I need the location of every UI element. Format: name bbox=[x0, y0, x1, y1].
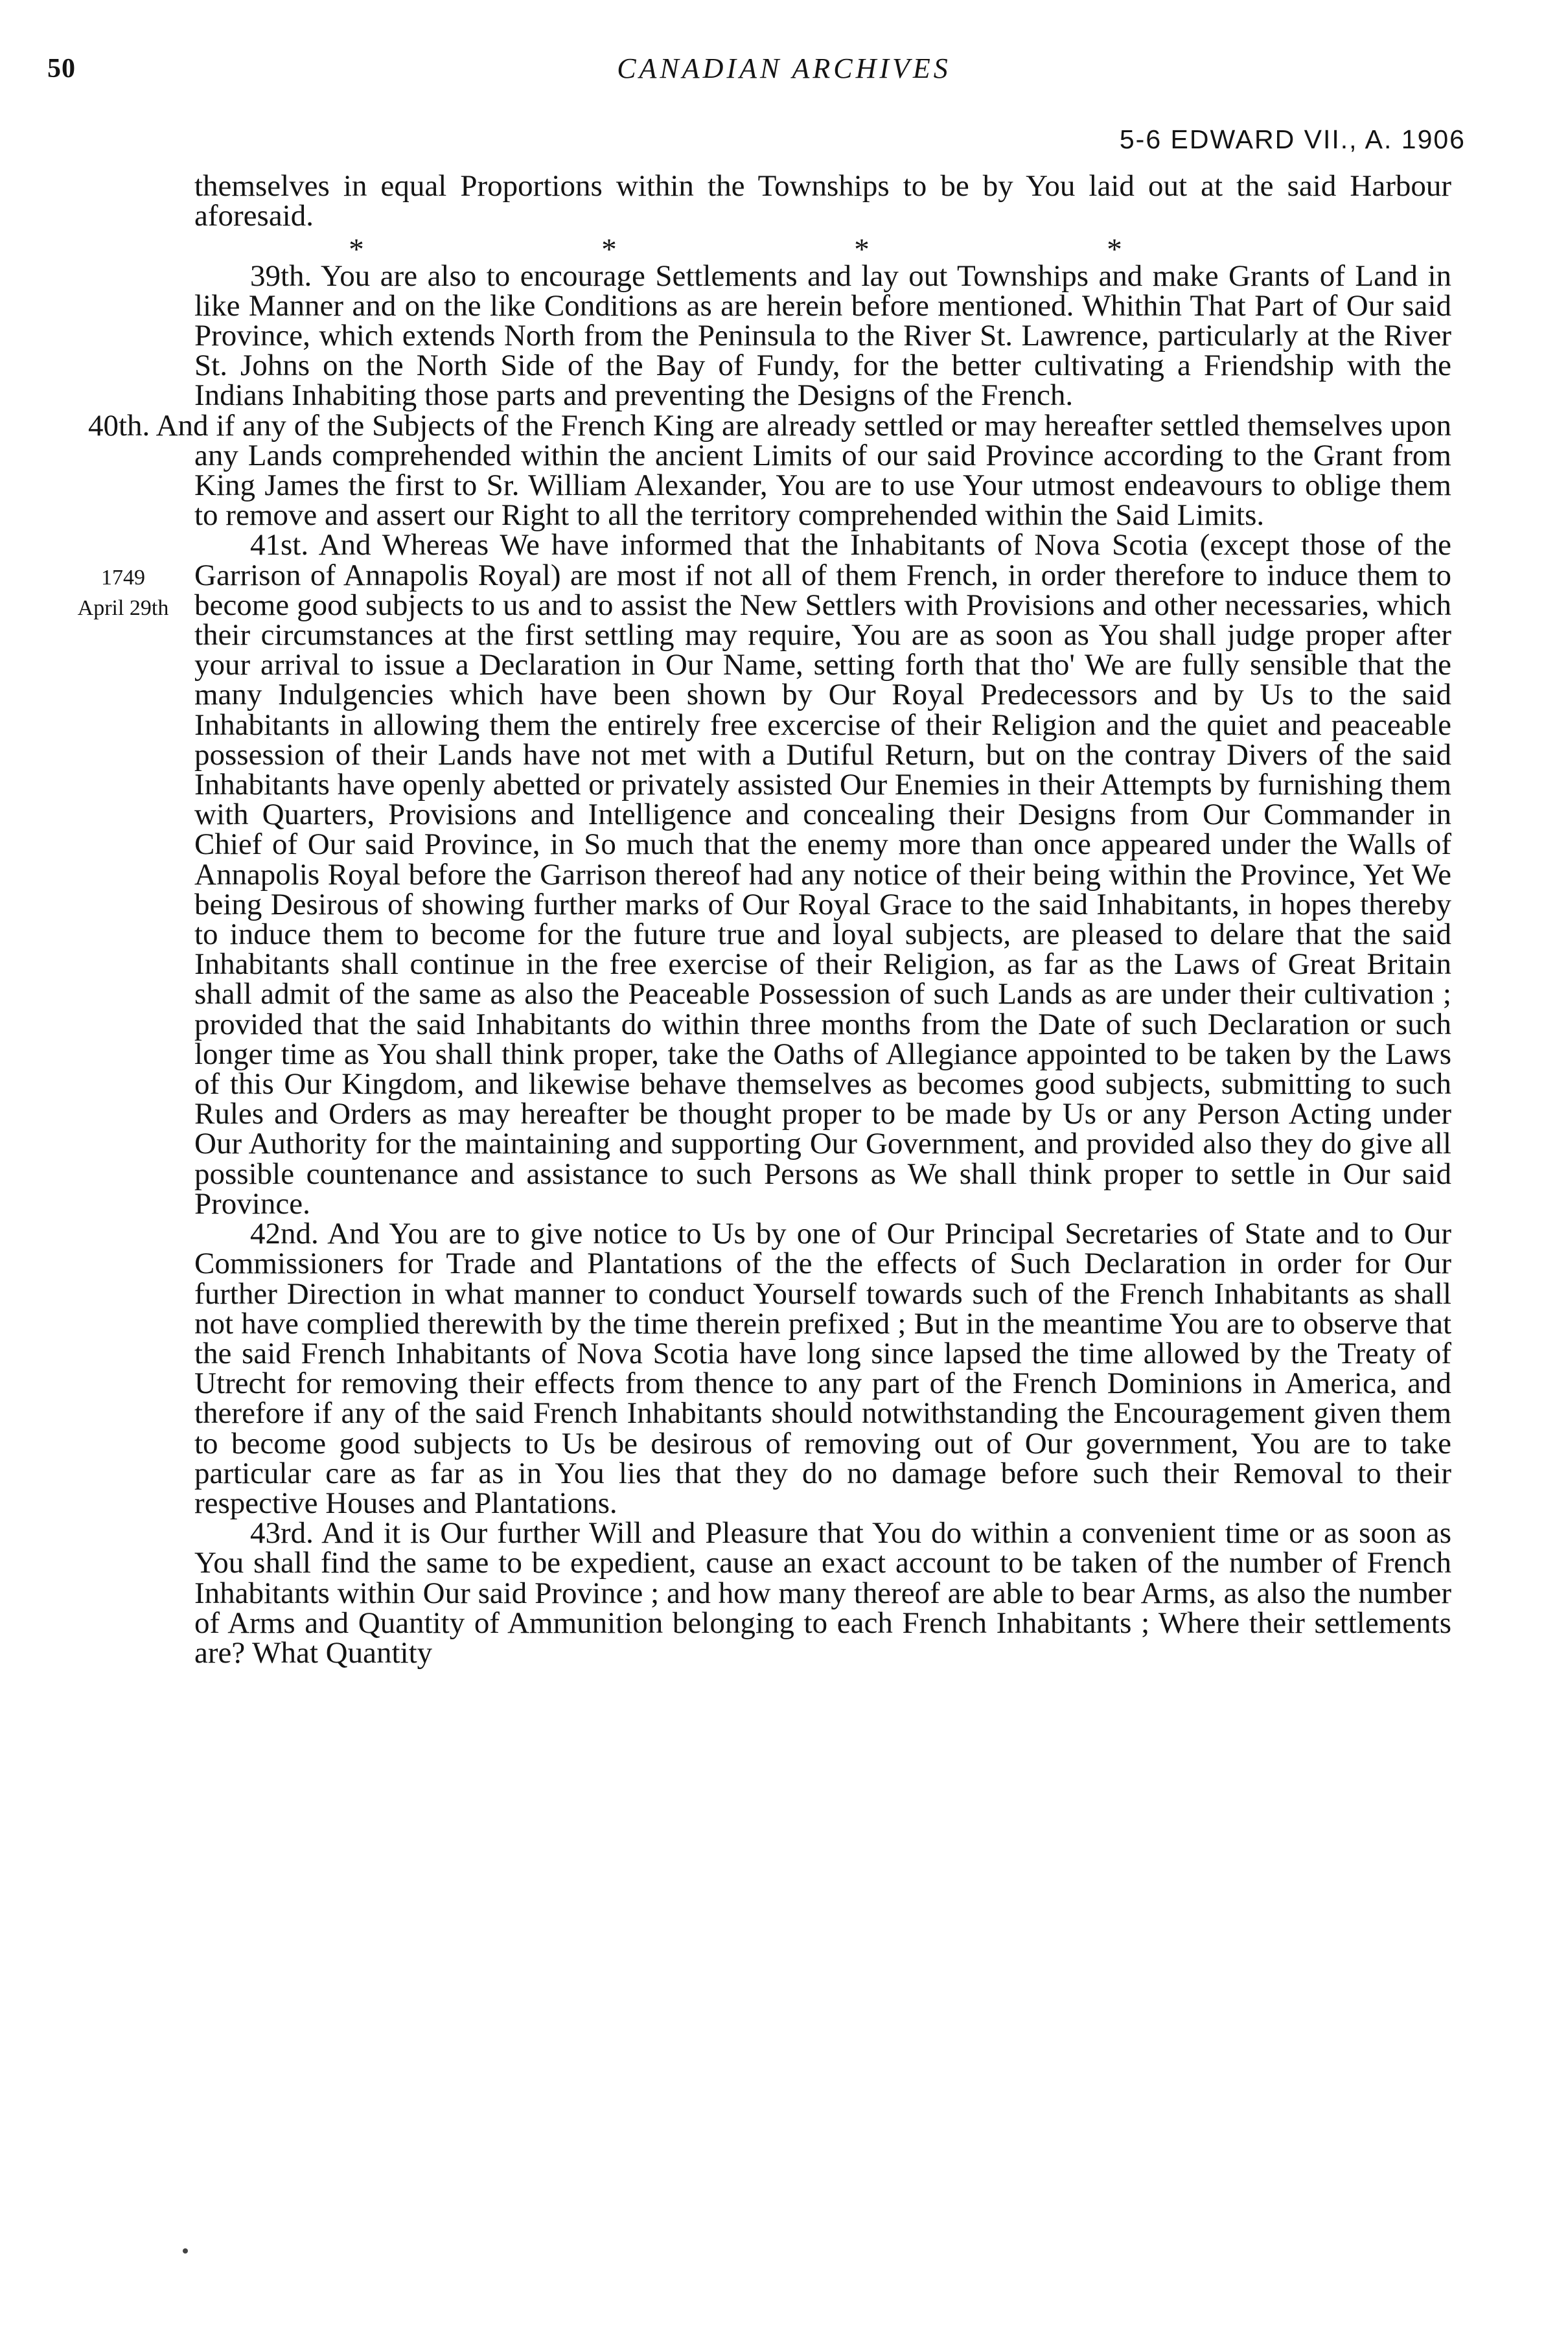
edition-line: 5-6 EDWARD VII., A. 1906 bbox=[1119, 124, 1466, 154]
paragraph-42nd: 42nd. And You are to give notice to Us by one of Our Principal Secretaries of State and to Our Commissioners for Trade and Plantations of the the effects of Such Declaration in order for Our further Direction in what manner to conduct Yourself towards such of the French Inhabitants as shall not have complied therewith by the time therein prefixed ; But in the meantime You are to observe that the said French Inhabitants of Nova Scotia have long since lapsed the time allowed by the Treaty of Utrecht for removing their effects from thence to any part of the French Dominions in America, and therefore if any of the said French Inhabitants should notwithstanding the Encouragement given them to become good subjects to Us be desirous of removing out of Our government, You are to take particular care as far as in You lies that they do no damage before such their Removal to their respective Houses and Plantations. bbox=[194, 1217, 1451, 1520]
star-4: * bbox=[1107, 233, 1122, 267]
margin-note-year: 1749 bbox=[101, 566, 145, 590]
paragraph-43rd: 43rd. And it is Our further Will and Pleasure that You do within a convenient time or as soon as You shall find the same to be expedient, cause an exact account to be taken of the number of French Inhabitants within Our said Province ; and how many thereof are able to bear Arms, as also the number of Arms and Quantity of Ammunition belonging to each French Inhabitants ; Where their settlements are? What Quantity bbox=[194, 1516, 1451, 1670]
running-head: CANADIAN ARCHIVES bbox=[617, 52, 951, 84]
ellipsis-stars bbox=[343, 231, 1127, 267]
paragraph-39th: 39th. You are also to encourage Settlements and lay out Townships and make Grants of Land in like Manner and on the like Conditions as are herein before mentioned. Whithin That Part of Our said Province, which extends North from the Peninsula to the River St. Lawrence, particularly at the River St. Johns on the North Side of the Bay of Fundy, for the better cultivating a Friendship with the Indians Inhabiting those parts and preventing the Designs of the French. bbox=[194, 259, 1451, 413]
star-2: * bbox=[601, 233, 617, 267]
margin-note bbox=[58, 562, 188, 623]
paragraph-intro: themselves in equal Proportions within the Townships to be by You laid out at the said Harbour aforesaid. bbox=[194, 169, 1451, 233]
star-1: * bbox=[349, 233, 364, 267]
page-number: 50 bbox=[47, 54, 76, 84]
paragraph-40th: 40th. And if any of the Subjects of the French King are already settled or may hereafter settled themselves upon any Lands comprehended within the ancient Limits of our said Province according to the Grant from King James the first to Sr. William Alexander, You are to use Your utmost endeavours to oblige them to remove and assert our Right to all the territory comprehended within the Said Limits. bbox=[88, 408, 1451, 533]
star-3: * bbox=[854, 233, 870, 267]
print-speck bbox=[183, 2248, 188, 2254]
margin-note-date: April 29th bbox=[77, 596, 169, 620]
paragraph-41st: 41st. And Whereas We have informed that the Inhabitants of Nova Scotia (except those of the Garrison of Annapolis Royal) are most if not all of them French, in order therefore to induce them to become good subjects to us and to assist the New Settlers with Provisions and other necessaries, which their circumstances at the first settling may require, You are as soon as You shall judge proper after your arrival to issue a Declaration in Our Name, setting forth that tho' We are fully sensible that the many Indulgencies which have been shown by Our Royal Predecessors and by Us to the said Inhabitants in allowing them the entirely free excercise of their Religion and the quiet and peaceable possession of their Lands have not met with a Dutiful Return, but on the contray Divers of the said Inhabitants have openly abetted or privately assisted Our Enemies in their Attempts by furnishing them with Quarters, Provisions and Intelligence and concealing their Designs from Our Commander in Chief of Our said Province, in So much that the enemy more than once appeared under the Walls of Annapolis Royal before the Garrison thereof had any notice of their being within the Province, Yet We being Desirous of showing further marks of Our Royal Grace to the said Inhabitants, in hopes thereby to induce them to become for the future true and loyal subjects, are pleased to delare that the said Inhabitants shall continue in the free exercise of their Religion, as far as the Laws of Great Britain shall admit of the same as also the Peaceable Possession of such Lands as are under their cultivation ; provided that the said Inhabitants do within three months from the Date of such Declaration or such longer time as You shall think proper, take the Oaths of Allegiance appointed to be taken by the Laws of this Our Kingdom, and likewise behave themselves as becomes good subjects, submitting to such Rules and Orders as may hereafter be thought proper to be made by Us or any Person Acting under Our Authority for the maintaining and supporting Our Government, and provided also they do give all possible countenance and assistance to such Persons as We shall think proper to settle in Our said Province. bbox=[194, 528, 1451, 1221]
